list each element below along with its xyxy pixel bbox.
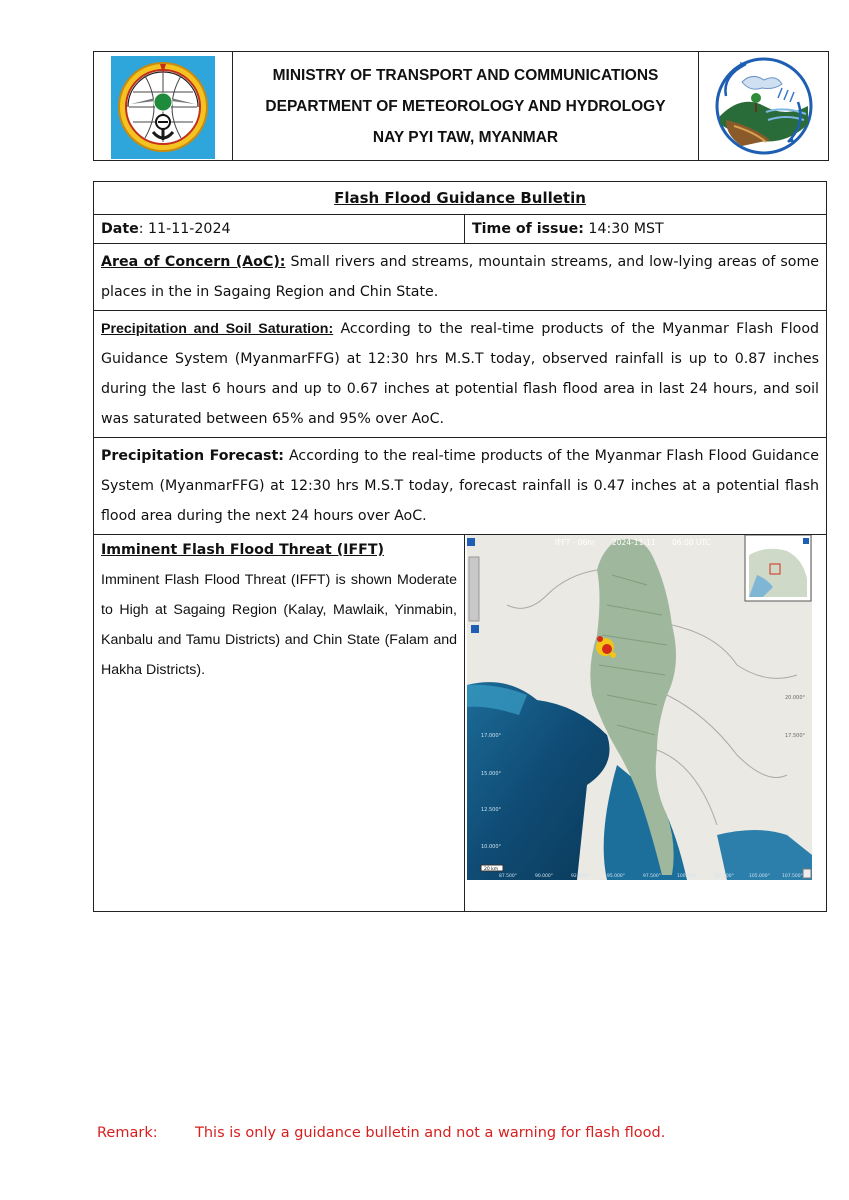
area-of-concern-cell: [94, 244, 827, 311]
location-name: NAY PYI TAW, MYANMAR: [372, 128, 559, 146]
lon-label: 95.000°: [607, 874, 625, 879]
right-lat-label-2: 17.500°: [785, 733, 805, 739]
agency-heading: [233, 52, 699, 161]
ifft-cell: [94, 535, 465, 912]
precip-soil-text: According to the real-time products of the Myanmar Flash Flood Guidance System (MyanmarFFG) at 12:30 hrs M.S.T today, observed rainfall is up to 0.87 inches during the last 6 hours and up to 0.67 inches at potential flash flood area in last 24 hours, and soil was saturated between 65% and 95% over AoC.: [101, 321, 820, 427]
lon-label: 97.500°: [643, 874, 661, 879]
precipitation-forecast-cell: [94, 438, 827, 535]
map-title: IFFT - 06hr: [555, 538, 596, 547]
precip-soil-label: Precipitation and Soil Saturation:: [101, 321, 334, 337]
aoc-text: Small rivers and streams, mountain streams, and low-lying areas of some places in the in Sagaing Region and Chin State.: [101, 254, 819, 300]
right-logo-cell: [699, 52, 829, 161]
inset-toggle-button[interactable]: [803, 538, 809, 544]
bulletin-title: Flash Flood Guidance Bulletin: [94, 182, 827, 215]
precipitation-soil-cell: [94, 311, 827, 438]
lon-label: 90.000°: [535, 874, 553, 879]
lon-label: 107.500°: [782, 874, 803, 879]
date-value: : 11-11-2024: [138, 221, 231, 237]
lon-label: 92.500°: [571, 874, 589, 879]
remark: [97, 1125, 665, 1141]
ifft-map: [467, 535, 812, 880]
lat-label-1: 17.000°: [481, 733, 501, 739]
lon-axis: [499, 873, 803, 879]
zoom-in-button[interactable]: [467, 538, 475, 546]
aoc-label: Area of Concern (AoC):: [101, 254, 286, 270]
map-info-button[interactable]: [803, 869, 811, 878]
ministry-name: MINISTRY OF TRANSPORT AND COMMUNICATIONS: [272, 66, 659, 84]
left-logo-cell: [94, 52, 233, 161]
scale-label: 20 km: [484, 867, 499, 872]
forecast-text: According to the real-time products of the Myanmar Flash Flood Guidance System (MyanmarFFG) at 12:30 hrs M.S.T today, forecast rainfall is 0.47 inches at a potential flash flood area during the next 24 hours over AoC.: [101, 448, 820, 524]
lat-label-3: 12.500°: [481, 807, 501, 813]
ifft-text: Imminent Flash Flood Threat (IFFT) is shown Moderate to High at Sagaing Region (Kalay, Mawlaik, Yinmabin, Kanbalu and Tamu Districts) and Chin State (Falam and Hakha Districts).: [101, 572, 457, 678]
hydrological-cycle-icon: [712, 54, 816, 158]
ifft-label: Imminent Flash Flood Threat (IFFT): [101, 542, 385, 558]
ministry-emblem-icon: [111, 56, 215, 159]
date-cell: [94, 215, 465, 244]
department-name: DEPARTMENT OF METEOROLOGY AND HYDROLOGY: [265, 97, 666, 115]
ifft-map-cell: [465, 535, 827, 912]
remark-text: This is only a guidance bulletin and not a warning for flash flood.: [195, 1125, 666, 1141]
time-value: 14:30 MST: [583, 221, 664, 237]
map-time: 06:00 UTC: [672, 538, 711, 547]
lon-label: 105.000°: [749, 874, 770, 879]
zoom-out-button[interactable]: [471, 625, 479, 633]
map-date: 2024-11-11: [612, 538, 656, 547]
right-lat-label-1: 20.000°: [785, 695, 805, 701]
lat-label-4: 10.000°: [481, 844, 501, 850]
lon-label: 87.500°: [499, 874, 517, 879]
lon-label: 102.500°: [713, 874, 734, 879]
overview-inset: [745, 535, 811, 601]
letterhead: [93, 51, 829, 161]
forecast-label: Precipitation Forecast:: [101, 448, 284, 464]
bulletin-table: [93, 181, 827, 912]
remark-label: Remark:: [97, 1125, 158, 1141]
time-cell: [465, 215, 827, 244]
zoom-slider[interactable]: [469, 557, 479, 621]
time-label: Time of issue:: [472, 221, 584, 237]
lat-label-2: 15.000°: [481, 771, 501, 777]
date-label: Date: [101, 221, 139, 237]
lon-label: 100.000°: [677, 874, 698, 879]
